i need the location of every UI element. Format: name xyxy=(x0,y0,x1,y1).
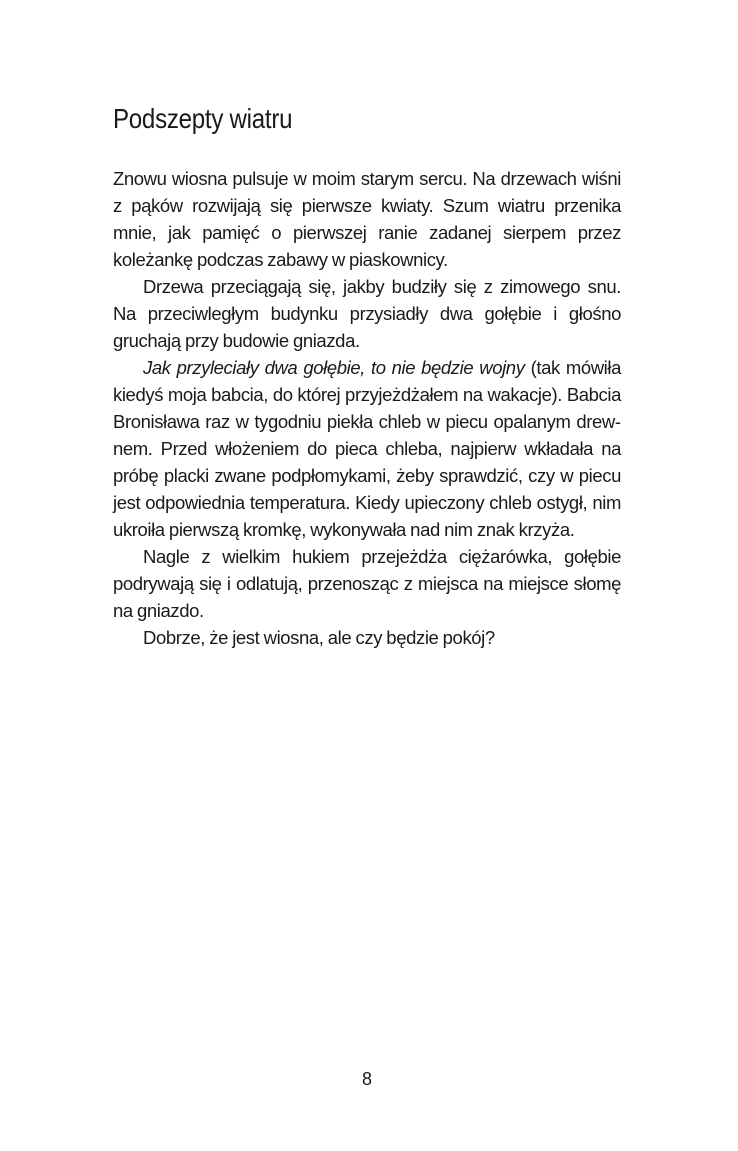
paragraph-4: Nagle z wielkim hukiem przejeżdża ciężarówka, gołębie podrywają się i odlatują, przenosząc z miejsca na miejsce słomę na gniazdo. xyxy=(113,546,621,621)
paragraph-5: Dobrze, że jest wiosna, ale czy będzie pokój? xyxy=(143,627,495,648)
paragraph-3-quote: Jak przyleciały dwa gołębie, to nie będzie wojny xyxy=(143,357,525,378)
paragraph-3 xyxy=(113,354,621,543)
paragraph-2: Drzewa przeciągają się, jakby budziły się z zimowego snu. Na przeciwległym budynku przysiadły dwa gołębie i głośno gruchają przy budowie gniazda. xyxy=(113,276,621,351)
chapter-body xyxy=(113,165,621,651)
chapter-title: Podszepty wiatru xyxy=(113,103,293,134)
paragraph-1: Znowu wiosna pulsuje w moim starym sercu. Na drzewach wiśni z pąków rozwijają się pierwsze kwiaty. Szum wiatru przenika mnie, jak pamięć o pierwszej ranie zadanej sierpem przez koleżankę podczas zabawy w piaskownicy. xyxy=(113,168,621,270)
paragraph-3-text: (tak mówiła kiedyś moja babcia, do której przyjeżdżałem na wakacje). Babcia Bronisława raz w tygodniu piekła chleb w piecu opalanym drewnem. Przed włożeniem do pieca chleba, najpierw wkładała na próbę placki zwane podpłomykami, żeby sprawdzić, czy w piecu jest odpowiednia temperatura. Kiedy upieczony chleb ostygł, nim ukroiła pierwszą kromkę, wykonywała nad nim znak krzyża. xyxy=(113,357,621,540)
book-page xyxy=(113,0,621,1151)
page-number: 8 xyxy=(361,1069,372,1089)
